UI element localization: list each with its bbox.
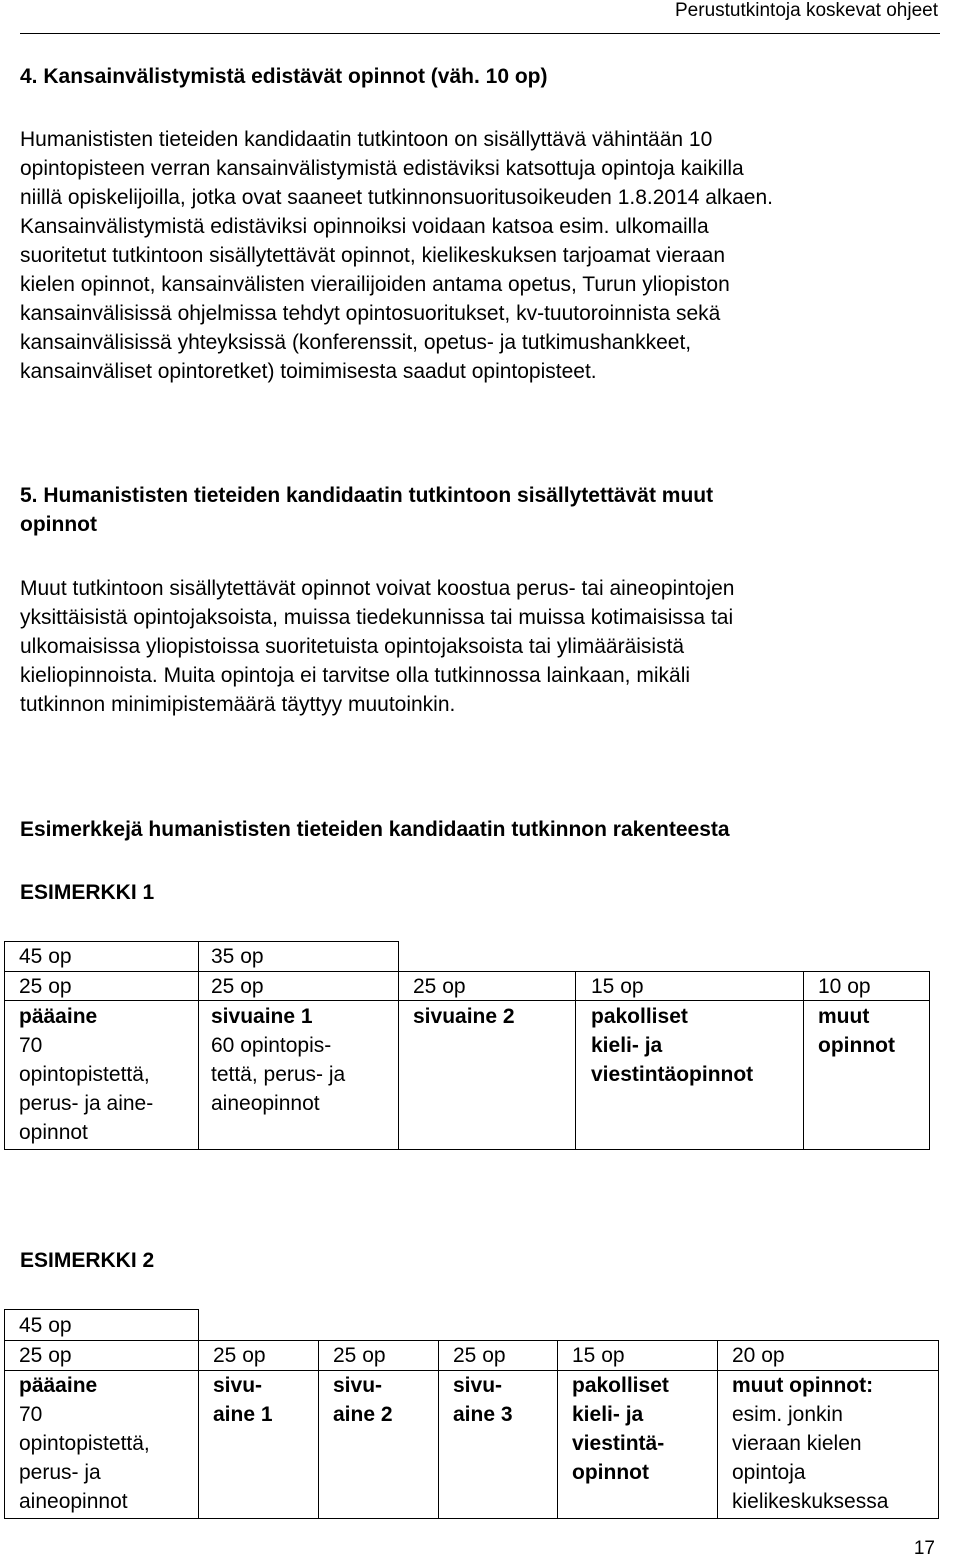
minor-3-cell xyxy=(453,1371,513,1429)
cell-line: sivu- xyxy=(333,1374,383,1397)
section-5-title-line: 5. Humanististen tieteiden kandidaatin tutkintoon sisällytettävät muut xyxy=(20,484,714,507)
page-number: 17 xyxy=(913,1538,935,1559)
minor-1-cell xyxy=(211,1002,345,1118)
cell-line: pakolliset xyxy=(572,1374,669,1397)
cell-line: aine 2 xyxy=(333,1403,393,1426)
minor-2-cell xyxy=(333,1371,393,1429)
cell-value: 25 op xyxy=(19,975,72,998)
cell-line: opintopistettä, xyxy=(19,1432,150,1455)
body-line: yksittäisistä opintojaksoista, muissa tiedekunnissa tai muissa kotimaisissa tai xyxy=(20,606,734,629)
cell-line: opintopistettä, xyxy=(19,1063,150,1086)
cell-value: 45 op xyxy=(19,1314,72,1337)
cell-line: aineopinnot xyxy=(19,1490,128,1513)
body-line: kansainvälisissä yhteyksissä (konferenssit, opetus- ja tutkimushankkeet, xyxy=(20,331,692,354)
body-line: ulkomaisissa yliopistoissa suoritetuista opintojaksoista tai ylimääräisistä xyxy=(20,635,685,658)
cell-line: viestintäopinnot xyxy=(591,1063,754,1086)
cell-line: esim. jonkin xyxy=(732,1403,843,1426)
cell-line: 70 xyxy=(19,1403,43,1426)
section-5-title xyxy=(20,481,713,539)
body-line: kansainväliset opintoretket) toimimisesta saadut opintopisteet. xyxy=(20,360,597,383)
example-2-title: ESIMERKKI 2 xyxy=(20,1249,155,1272)
cell-line: opinnot xyxy=(19,1121,88,1144)
cell-line: opinnot xyxy=(572,1461,649,1484)
cell-value: 20 op xyxy=(732,1344,785,1367)
cell-line: 60 opintopis- xyxy=(211,1034,332,1057)
language-studies-cell xyxy=(591,1002,753,1089)
cell-line: pääaine xyxy=(19,1005,98,1028)
minor-2-cell xyxy=(413,1002,515,1031)
cell-line: pääaine xyxy=(19,1374,98,1397)
other-studies-cell xyxy=(818,1002,895,1060)
cell-line: sivuaine 2 xyxy=(413,1005,515,1028)
examples-heading: Esimerkkejä humanististen tieteiden kandidaatin tutkinnon rakenteesta xyxy=(20,818,730,841)
cell-value: 25 op xyxy=(213,1344,266,1367)
body-line: Kansainvälistymistä edistäviksi opinnoiksi voidaan katsoa esim. ulkomailla xyxy=(20,215,709,238)
cell-value: 35 op xyxy=(211,945,264,968)
cell-value: 25 op xyxy=(211,975,264,998)
running-header: Perustutkintoja koskevat ohjeet xyxy=(675,0,938,21)
cell-value: 25 op xyxy=(19,1344,72,1367)
body-line: kielen opinnot, kansainvälisten vierailijoiden antama opetus, Turun yliopiston xyxy=(20,273,730,296)
cell-value: 45 op xyxy=(19,945,72,968)
cell-line: tettä, perus- ja xyxy=(211,1063,346,1086)
cell-line: opinnot xyxy=(818,1034,895,1057)
other-studies-cell xyxy=(732,1371,888,1516)
cell-line: kieli- ja xyxy=(572,1403,644,1426)
major-cell xyxy=(19,1371,150,1516)
body-line: Muut tutkintoon sisällytettävät opinnot voivat koostua perus- tai aineopintojen xyxy=(20,577,735,600)
body-line: niillä opiskelijoilla, jotka ovat saaneet tutkinnonsuoritusoikeuden 1.8.2014 alkaen. xyxy=(20,186,773,209)
section-4-body xyxy=(20,125,773,386)
cell-line: perus- ja xyxy=(19,1461,101,1484)
body-line: kansainvälisissä ohjelmissa tehdyt opintosuoritukset, kv-tuutoroinnista sekä xyxy=(20,302,721,325)
body-line: kieliopinnoista. Muita opintoja ei tarvitse olla tutkinnossa lainkaan, mikäli xyxy=(20,664,691,687)
cell-line: sivuaine 1 xyxy=(211,1005,313,1028)
cell-line: viestintä- xyxy=(572,1432,665,1455)
cell-line: aineopinnot xyxy=(211,1092,320,1115)
cell-line: sivu- xyxy=(213,1374,263,1397)
cell-value: 25 op xyxy=(453,1344,506,1367)
minor-1-cell xyxy=(213,1371,273,1429)
cell-value: 15 op xyxy=(591,975,644,998)
body-line: Humanististen tieteiden kandidaatin tutkintoon on sisällyttävä vähintään 10 xyxy=(20,128,713,151)
cell-line: 70 xyxy=(19,1034,43,1057)
section-4-title: 4. Kansainvälistymistä edistävät opinnot (väh. 10 op) xyxy=(20,65,548,88)
cell-line: muut opinnot: xyxy=(732,1374,874,1397)
cell-value: 25 op xyxy=(413,975,466,998)
major-cell xyxy=(19,1002,153,1147)
cell-line: perus- ja aine- xyxy=(19,1092,154,1115)
example-1-title: ESIMERKKI 1 xyxy=(20,881,155,904)
cell-line: pakolliset xyxy=(591,1005,688,1028)
cell-line: sivu- xyxy=(453,1374,503,1397)
body-line: suoritetut tutkintoon sisällytettävät opinnot, kielikeskuksen tarjoamat vieraan xyxy=(20,244,726,267)
language-studies-cell xyxy=(572,1371,669,1487)
cell-line: aine 3 xyxy=(453,1403,513,1426)
section-5-title-line: opinnot xyxy=(20,513,97,536)
cell-value: 10 op xyxy=(818,975,871,998)
cell-line: muut xyxy=(818,1005,870,1028)
cell-line: kielikeskuksessa xyxy=(732,1490,889,1513)
cell-value: 15 op xyxy=(572,1344,625,1367)
section-5-body xyxy=(20,574,734,719)
cell-line: kieli- ja xyxy=(591,1034,663,1057)
header-rule xyxy=(20,33,940,34)
cell-line: vieraan kielen xyxy=(732,1432,862,1455)
cell-line: opintoja xyxy=(732,1461,806,1484)
cell-line: aine 1 xyxy=(213,1403,273,1426)
body-line: tutkinnon minimipistemäärä täyttyy muutoinkin. xyxy=(20,693,456,716)
body-line: opintopisteen verran kansainvälistymistä edistäviksi katsottuja opintoja kaikilla xyxy=(20,157,744,180)
cell-value: 25 op xyxy=(333,1344,386,1367)
